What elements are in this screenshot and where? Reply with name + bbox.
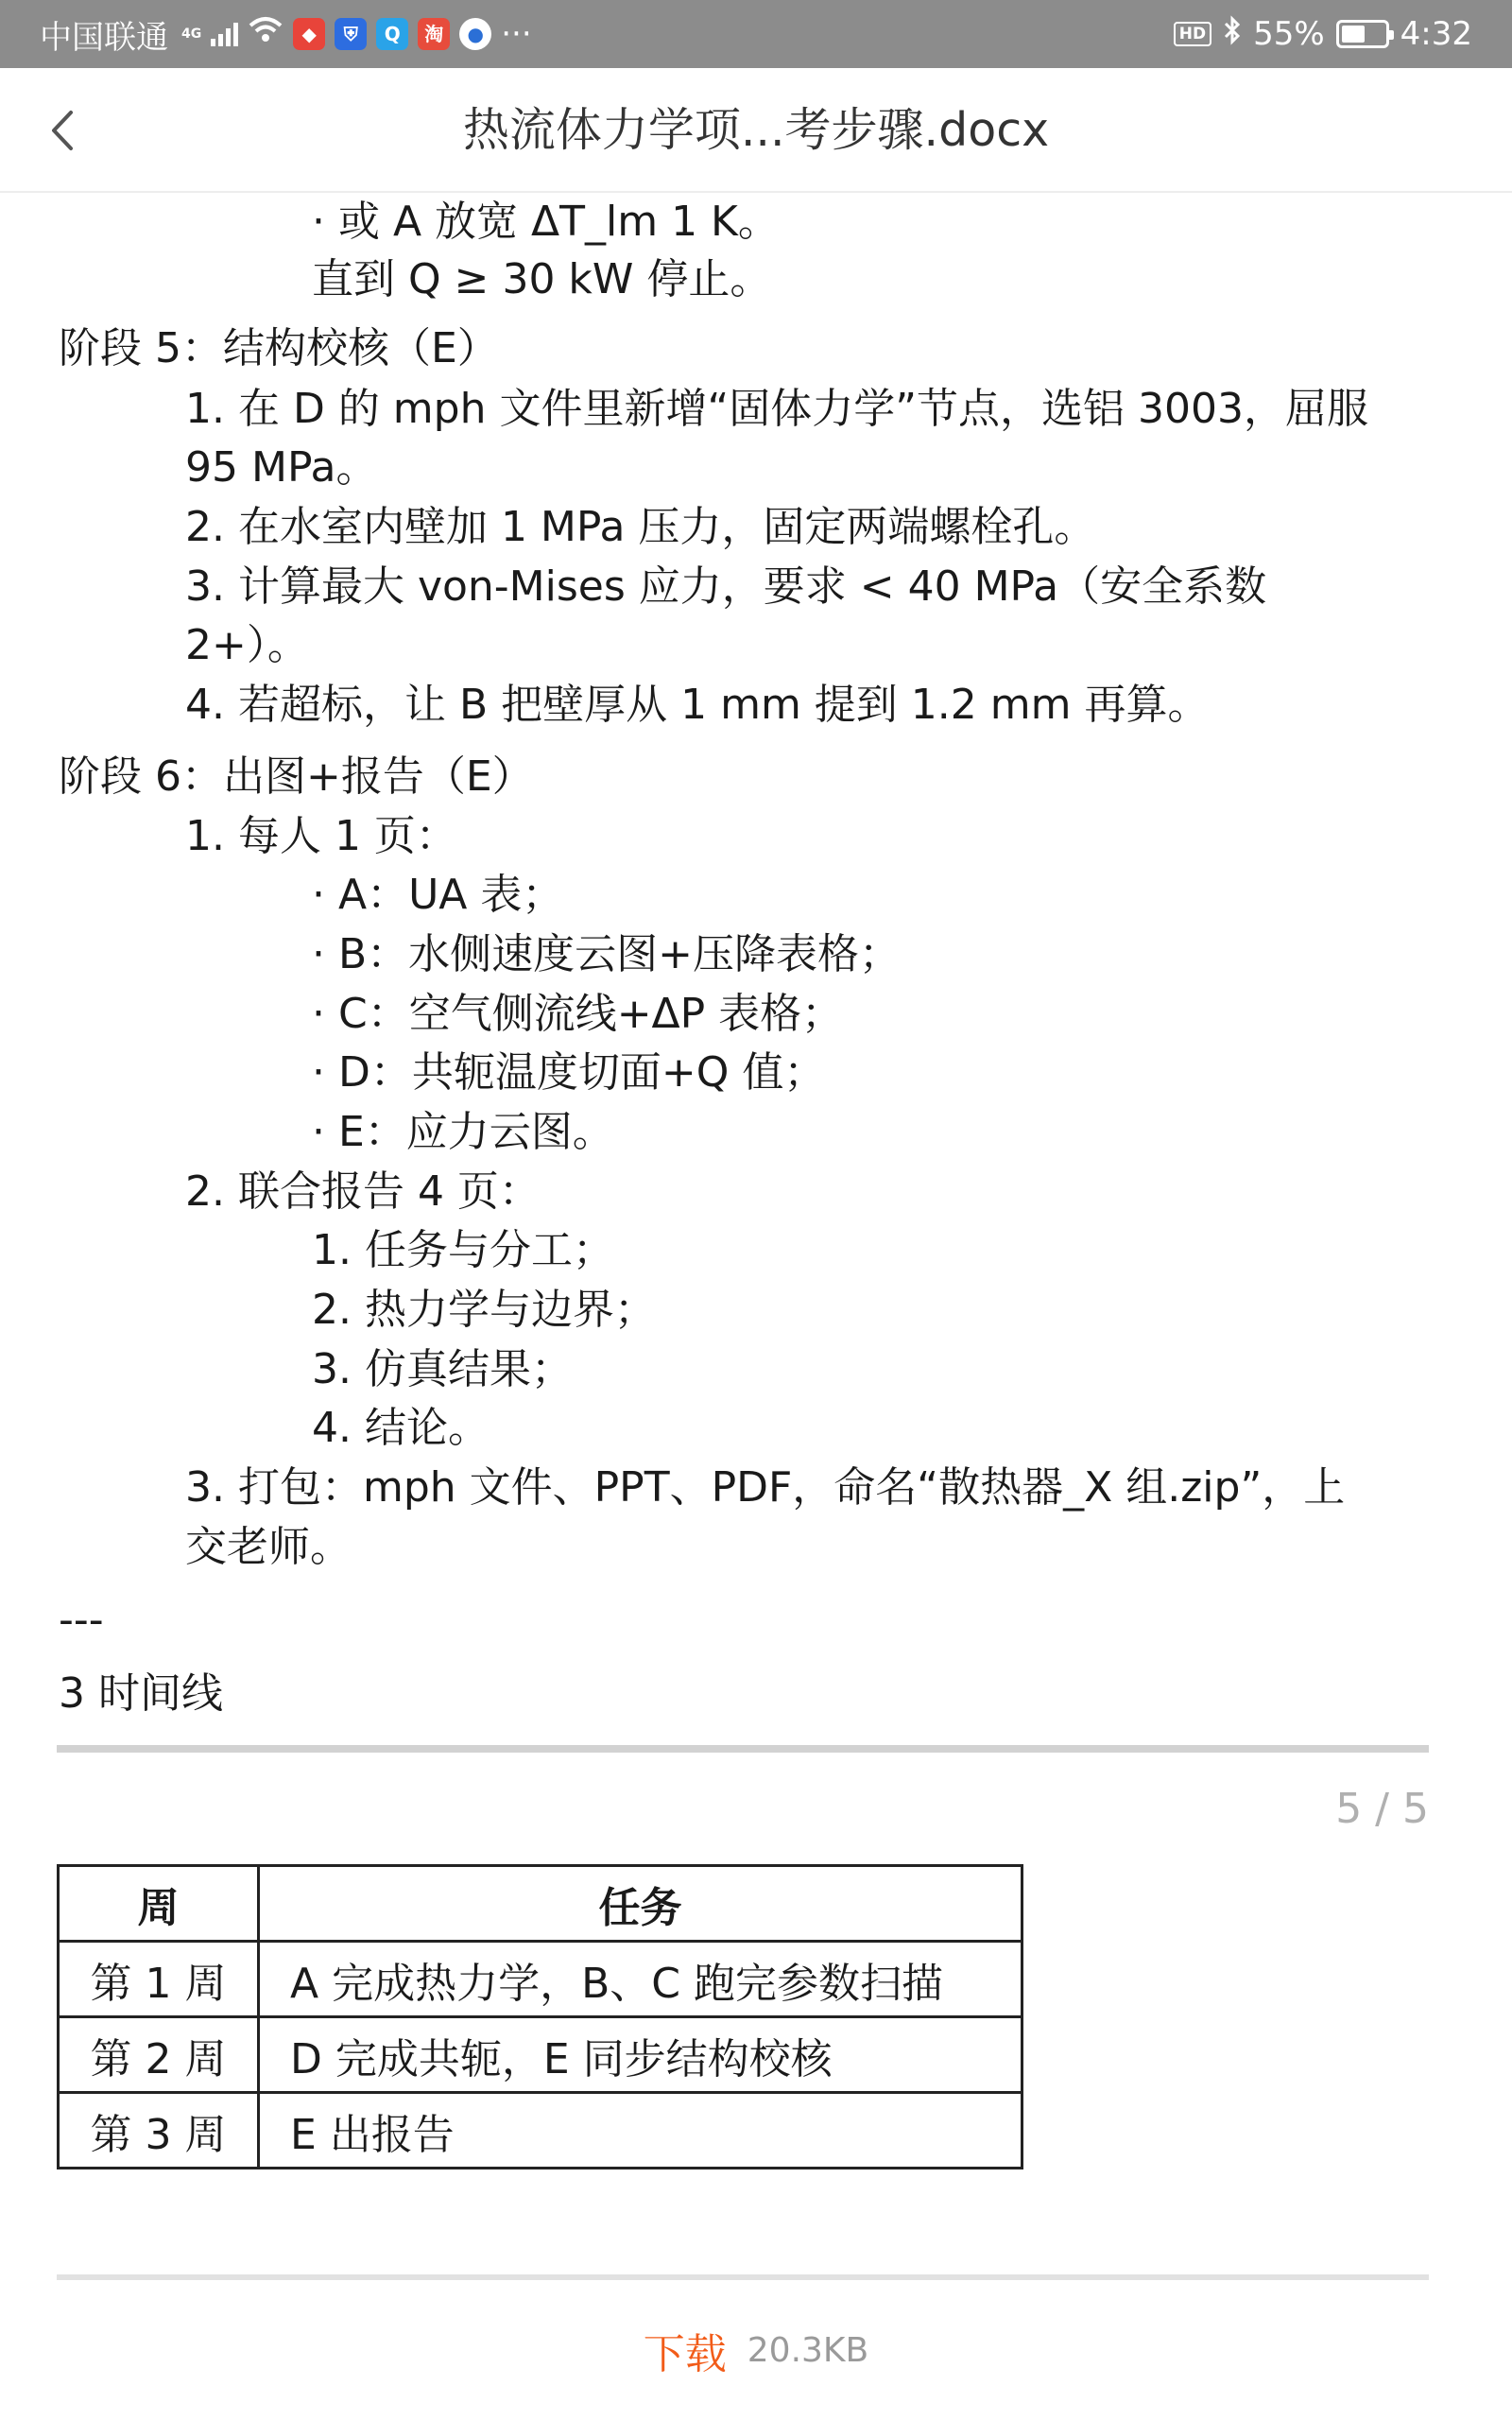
text-line: · 或 A 放宽 ΔT_lm 1 K。 [312,198,780,246]
timeline-table [57,1864,1023,2169]
title-bar [0,68,1512,193]
text-line: 2. 在水室内壁加 1 MPa 压力，固定两端螺栓孔。 [185,503,1096,551]
document-title: 热流体力学项...考步骤.docx [462,103,1050,157]
bluetooth-icon [1223,15,1242,54]
text-line: 2. 热力学与边界； [312,1286,656,1334]
text-line: 1. 在 D 的 mph 文件里新增“固体力学”节点，选铝 3003，屈服 [185,385,1369,433]
table-row [59,1942,1022,2017]
table-cell: D 完成共轭，E 同步结构校核 [259,2017,1022,2093]
signal-icon [211,22,238,46]
status-left [40,0,532,68]
chevron-left-icon [48,109,77,152]
battery-percent: 55% [1253,15,1325,53]
text-line: · B：水侧速度云图+压降表格； [312,930,902,978]
section-heading: 阶段 6：出图+报告（E） [59,752,534,801]
text-line: 1. 每人 1 页： [185,812,457,860]
text-line: · D：共轭温度切面+Q 值； [312,1048,826,1097]
table-cell: A 完成热力学，B、C 跑完参数扫描 [259,1942,1022,2017]
file-size: 20.3KB [747,2330,869,2370]
text-line: 3. 计算最大 von-Mises 应力，要求 < 40 MPa（安全系数 [185,562,1267,611]
download-button[interactable]: 下载 [643,2330,727,2378]
clock: 4:32 [1400,15,1472,53]
text-line: 3. 打包：mph 文件、PPT、PDF，命名“散热器_X 组.zip”，上 [185,1463,1346,1512]
table-cell: 第 1 周 [59,1942,259,2017]
text-line: 直到 Q ≥ 30 kW 停止。 [312,255,772,303]
bottom-bar [0,2280,1512,2420]
search-app-icon: Q [376,18,408,50]
text-line: 2+）。 [185,621,309,669]
page-indicator: 5 / 5 [1335,1785,1429,1833]
section-heading: 3 时间线 [59,1669,223,1718]
text-line: 1. 任务与分工； [312,1226,614,1274]
text-line: --- [59,1596,104,1644]
page-divider [57,1745,1429,1753]
wifi-icon [248,15,284,53]
network-type: 4G [181,26,202,42]
back-button[interactable] [32,100,93,161]
battery-fill [1342,26,1365,43]
table-row [59,2017,1022,2093]
hd-badge: HD [1174,22,1211,46]
text-line: · E：应力云图。 [312,1108,614,1156]
table-header-row [59,1866,1022,1942]
text-line: 交老师。 [185,1523,352,1571]
text-line: 2. 联合报告 4 页： [185,1167,541,1216]
carrier-name: 中国联通 [40,18,168,57]
table-cell: E 出报告 [259,2093,1022,2169]
text-line: 3. 仿真结果； [312,1345,573,1393]
table-header: 任务 [259,1866,1022,1942]
battery-icon [1336,20,1389,48]
section-heading: 阶段 5：结构校核（E） [59,324,499,372]
text-line: · A：UA 表； [312,871,564,919]
text-line: · C：空气侧流线+ΔP 表格； [312,990,844,1038]
table-cell: 第 2 周 [59,2017,259,2093]
text-line: 4. 若超标，让 B 把壁厚从 1 mm 提到 1.2 mm 再算。 [185,681,1210,729]
shield-icon: ⛨ [335,18,367,50]
text-line: 95 MPa。 [185,443,378,492]
status-right [1174,0,1472,68]
status-bar [0,0,1512,68]
table-cell: 第 3 周 [59,2093,259,2169]
text-line: 4. 结论。 [312,1404,490,1452]
more-notifications-icon: ··· [501,15,532,53]
huawei-store-icon: ◆ [293,18,325,50]
taobao-icon: 淘 [418,18,450,50]
app-circle-icon: ● [459,18,491,50]
table-row [59,2093,1022,2169]
table-header: 周 [59,1866,259,1942]
